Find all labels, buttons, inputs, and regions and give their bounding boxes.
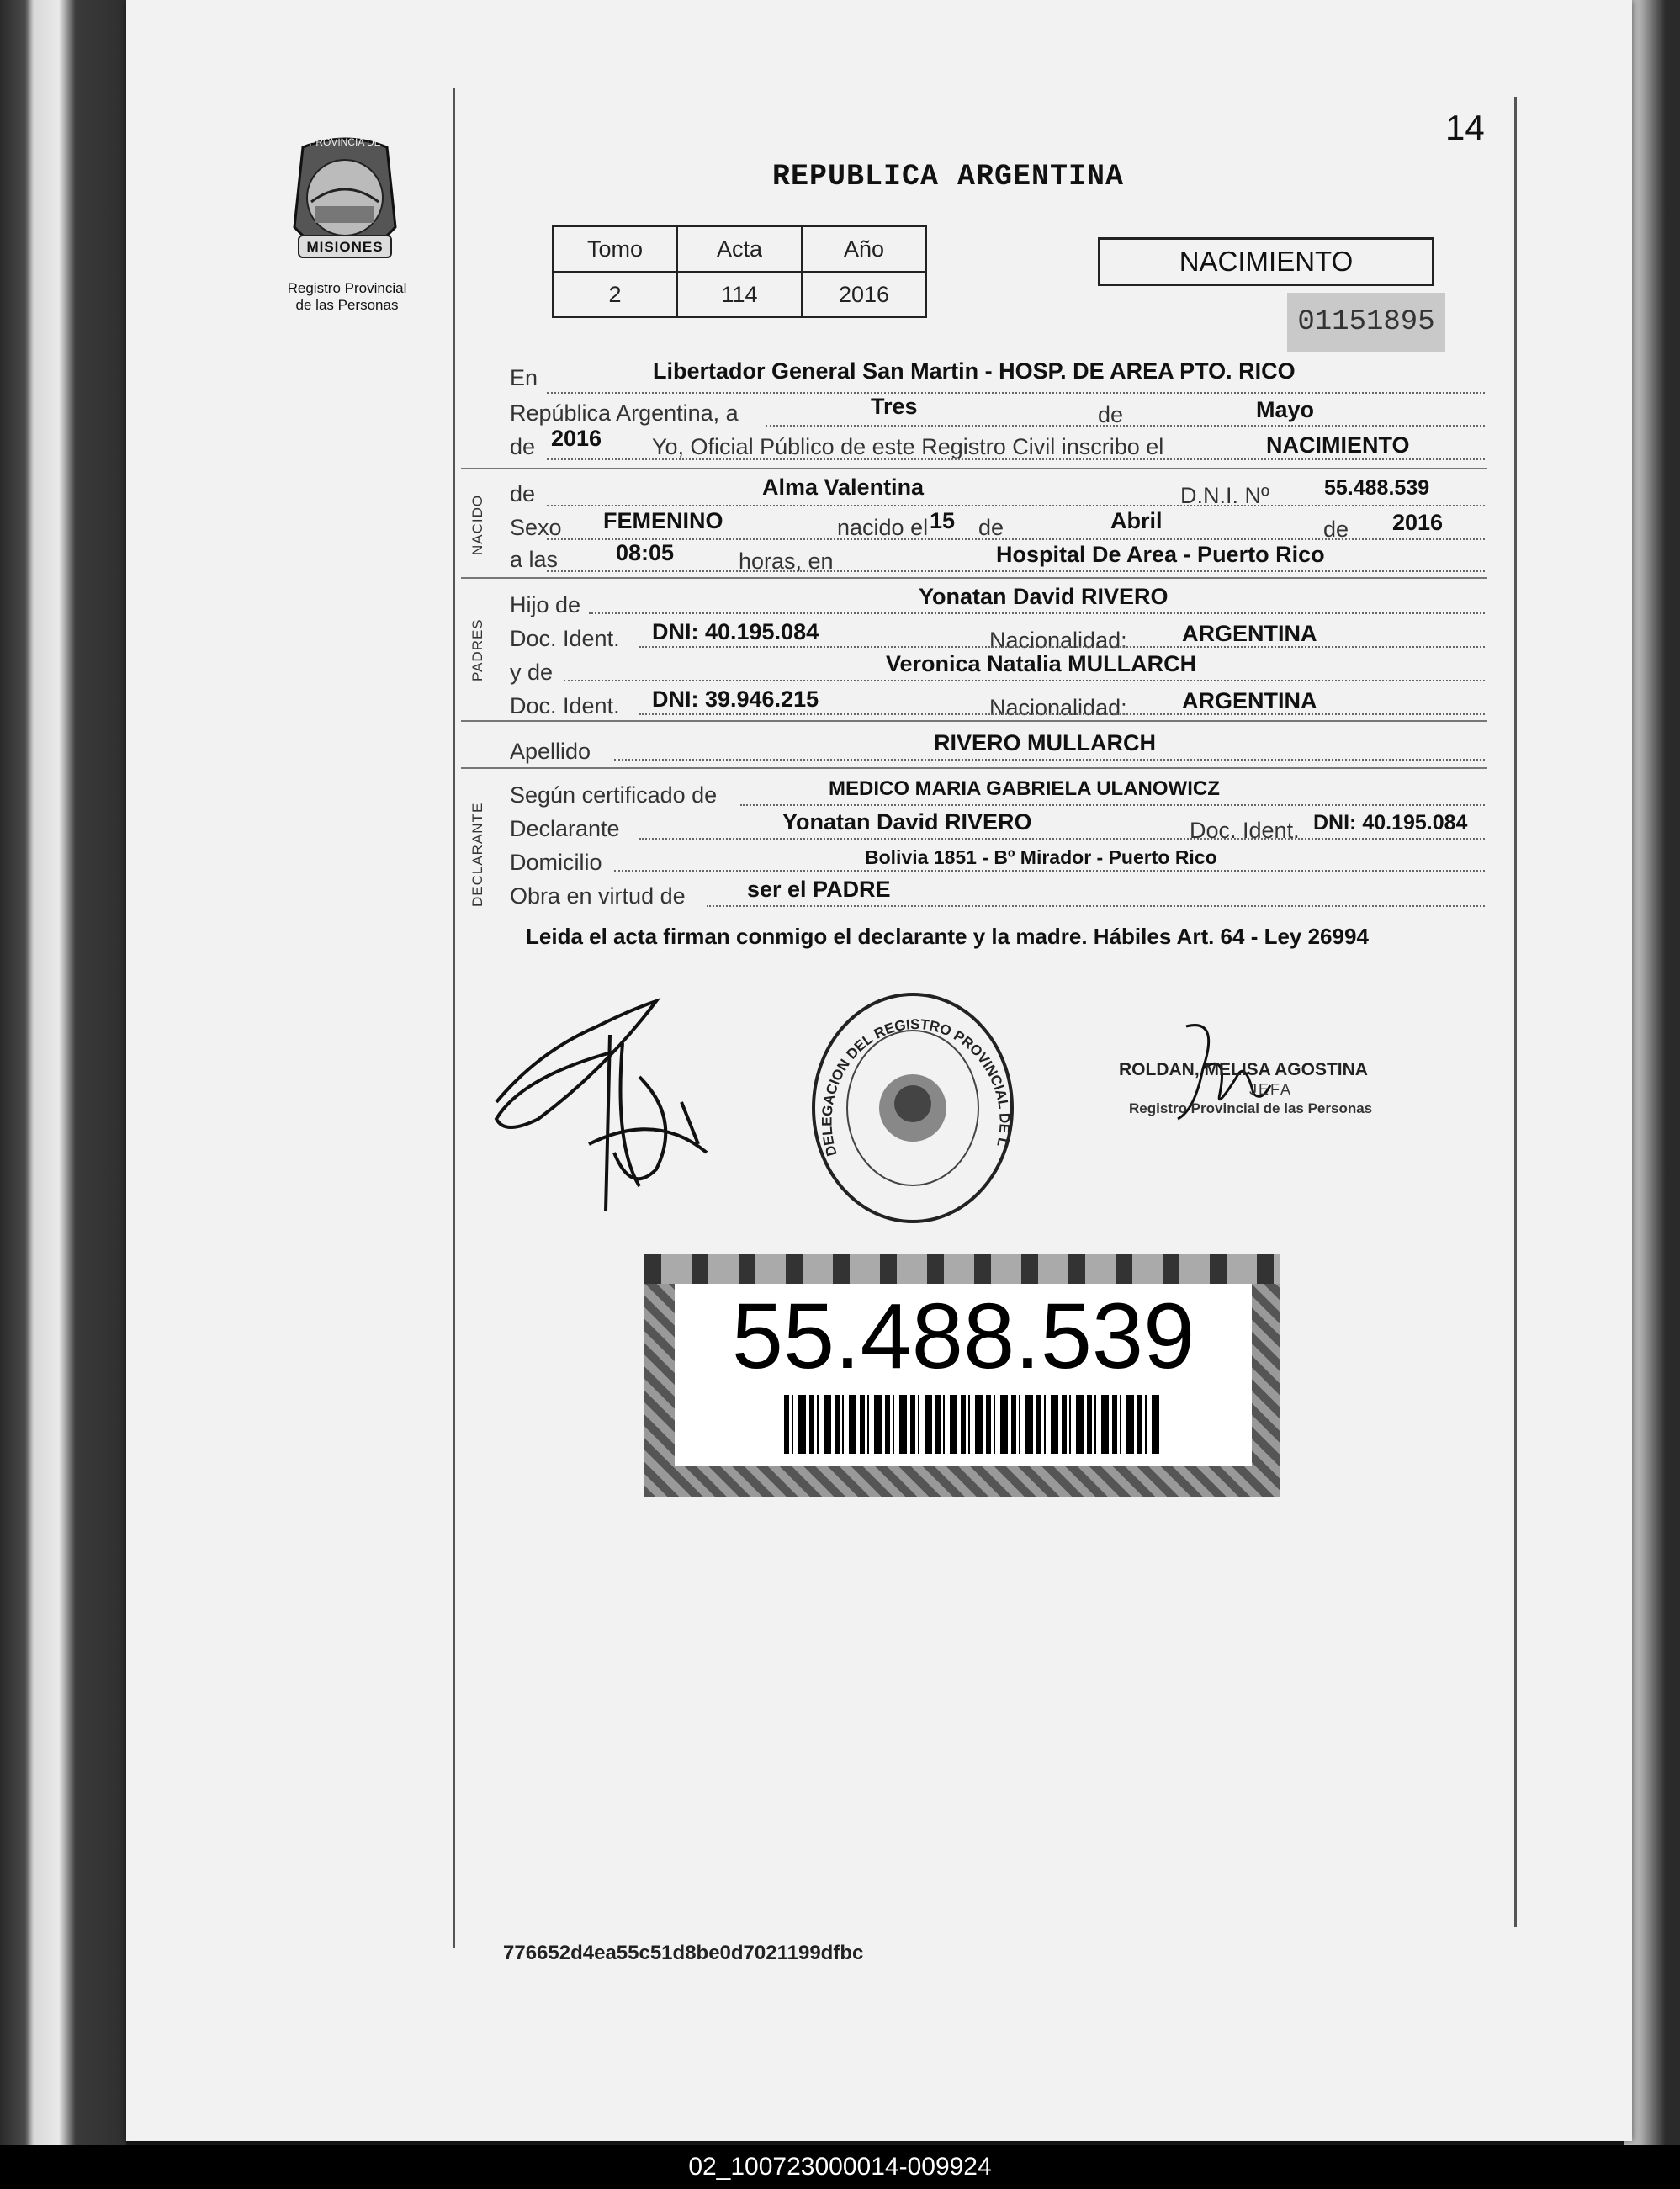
yo-text: Yo, Oficial Público de este Registro Civil inscribo el <box>652 434 1164 459</box>
ref-value-acta: 114 <box>677 272 802 317</box>
apellido-label: Apellido <box>510 739 591 764</box>
act-year-value: 2016 <box>551 426 602 451</box>
footer-id: 02_100723000014-009924 <box>0 2145 1680 2189</box>
child-name-value: Alma Valentina <box>762 474 925 500</box>
official-office: Registro Provincial de las Personas <box>1129 1100 1373 1116</box>
dni-sticker <box>644 1254 1280 1497</box>
signature-scribble-icon <box>488 976 723 1220</box>
document-type-box: NACIMIENTO <box>1098 237 1434 286</box>
sticker-number: 55.488.539 <box>731 1285 1195 1388</box>
reference-table <box>552 225 927 318</box>
section-divider <box>461 577 1487 579</box>
document-title: REPUBLICA ARGENTINA <box>772 160 1125 193</box>
dotted-line <box>547 458 1485 460</box>
obra-label: Obra en virtud de <box>510 883 686 909</box>
obra-value: ser el PADRE <box>747 877 891 902</box>
declarante-label: Declarante <box>510 816 620 841</box>
registry-caption-line2: de las Personas <box>295 297 399 313</box>
ref-header-tomo: Tomo <box>553 226 677 272</box>
sticker-pattern-band <box>644 1254 1280 1284</box>
dotted-line <box>639 838 1485 840</box>
registry-caption-line1: Registro Provincial <box>287 280 407 296</box>
place-value: Libertador General San Martin - HOSP. DE AREA PTO. RICO <box>653 358 1296 384</box>
declarante-value: Yonatan David RIVERO <box>782 809 1032 835</box>
official-role: JEFA <box>1249 1081 1293 1098</box>
background-left-pages <box>0 0 126 2145</box>
republica-label: República Argentina, a <box>510 400 739 426</box>
father-nat-value: ARGENTINA <box>1182 621 1317 646</box>
sexo-value: FEMENINO <box>603 508 723 533</box>
child-dni-value: 55.488.539 <box>1324 476 1430 500</box>
ref-header-acta: Acta <box>677 226 802 272</box>
barcode <box>784 1395 1159 1454</box>
section-divider <box>461 720 1487 722</box>
dotted-line <box>614 870 1485 872</box>
logo-banner-text: MISIONES <box>306 239 384 255</box>
mother-name-value: Veronica Natalia MULLARCH <box>886 651 1197 676</box>
declarante-doc-label: Doc. Ident. <box>1190 818 1300 843</box>
father-doc-value: DNI: 40.195.084 <box>652 619 819 644</box>
en-label: En <box>510 365 538 390</box>
declarante-section-label: DECLARANTE <box>469 802 485 907</box>
dotted-line <box>766 425 1485 427</box>
apellido-value: RIVERO MULLARCH <box>934 730 1156 755</box>
official-name: ROLDAN, MELISA AGOSTINA <box>1119 1060 1368 1079</box>
de2-label: de <box>510 434 536 459</box>
dotted-line <box>589 612 1485 614</box>
dotted-line <box>547 505 1485 506</box>
act-day-value: Tres <box>871 394 918 419</box>
dotted-line <box>639 713 1485 715</box>
seal-text: DELEGACION DEL REGISTRO PROVINCIAL DE L <box>819 1016 1013 1158</box>
ref-value-ano: 2016 <box>802 272 926 317</box>
declarant-signature <box>488 976 723 1220</box>
hijo-de-label: Hijo de <box>510 592 581 617</box>
birth-month-value: Abril <box>1110 508 1163 533</box>
nacido-section-label: NACIDO <box>469 494 485 555</box>
closing-text: Leida el acta firman conmigo el declarante y la madre. Hábiles Art. 64 - Ley 26994 <box>526 924 1369 949</box>
de-label-3: de <box>1323 517 1349 542</box>
dotted-line <box>547 538 1485 540</box>
declarante-doc-value: DNI: 40.195.084 <box>1313 811 1468 835</box>
province-shield-icon <box>278 135 412 278</box>
act-month-value: Mayo <box>1256 397 1315 422</box>
serial-number: 01151895 <box>1287 293 1445 352</box>
ref-value-tomo: 2 <box>553 272 677 317</box>
mother-doc-value: DNI: 39.946.215 <box>652 686 819 712</box>
mother-nat-value: ARGENTINA <box>1182 688 1317 713</box>
certificado-value: MEDICO MARIA GABRIELA ULANOWICZ <box>829 777 1220 800</box>
father-name-value: Yonatan David RIVERO <box>919 584 1169 609</box>
dotted-line <box>547 570 1485 572</box>
birth-day-value: 15 <box>930 508 956 533</box>
dotted-line <box>639 646 1485 648</box>
left-margin-line <box>453 88 455 1948</box>
dotted-line <box>614 759 1485 761</box>
logo-arc-text: PROVINCIA DE <box>309 136 381 148</box>
act-type-value: NACIMIENTO <box>1266 432 1410 458</box>
nacido-de-label: de <box>510 481 536 506</box>
birth-place-value: Hospital De Area - Puerto Rico <box>996 542 1325 567</box>
right-margin-line <box>1514 97 1517 1927</box>
nacido-el-label: nacido el <box>837 515 929 540</box>
a-las-label: a las <box>510 547 559 572</box>
y-de-label: y de <box>510 660 554 685</box>
section-divider <box>461 468 1487 469</box>
dni-label: D.N.I. Nº <box>1180 483 1269 508</box>
background-right-edge <box>1624 0 1680 2145</box>
de-label: de <box>1098 402 1124 427</box>
birth-time-value: 08:05 <box>616 540 675 565</box>
province-logo <box>278 135 412 278</box>
father-doc-label: Doc. Ident. <box>510 626 620 651</box>
sexo-label: Sexo <box>510 515 562 540</box>
registry-caption <box>265 280 429 314</box>
dotted-line <box>564 680 1485 681</box>
dotted-line <box>547 392 1485 394</box>
section-divider <box>461 767 1487 769</box>
horas-label: horas, en <box>739 549 834 574</box>
document-hash: 776652d4ea55c51d8be0d7021199dfbc <box>503 1942 864 1964</box>
dotted-line <box>740 804 1485 806</box>
seal-stamp-icon <box>803 986 1022 1230</box>
page-number: 14 <box>1445 108 1485 147</box>
sticker-label <box>675 1284 1252 1466</box>
de-label-2: de <box>978 515 1004 540</box>
padres-section-label: PADRES <box>469 618 485 681</box>
mother-nat-label: Nacionalidad: <box>989 695 1127 720</box>
certificado-label: Según certificado de <box>510 782 718 808</box>
ref-header-ano: Año <box>802 226 926 272</box>
father-nat-label: Nacionalidad: <box>989 628 1127 653</box>
dotted-line <box>707 905 1485 907</box>
domicilio-value: Bolivia 1851 - Bº Mirador - Puerto Rico <box>865 846 1217 868</box>
registry-seal <box>803 986 1022 1230</box>
birth-year-value: 2016 <box>1392 510 1444 535</box>
domicilio-label: Domicilio <box>510 850 602 875</box>
official-signature-block <box>1119 1018 1455 1136</box>
mother-doc-label: Doc. Ident. <box>510 693 620 718</box>
